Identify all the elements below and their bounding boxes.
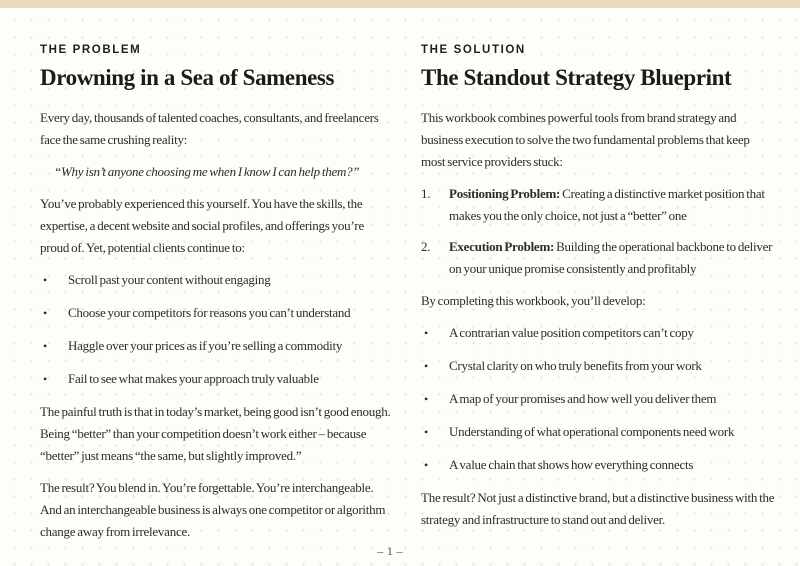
list-item-text: Fail to see what makes your approach truly valuable	[68, 371, 319, 386]
list-item	[40, 269, 392, 291]
solution-title: The Standout Strategy Blueprint	[421, 65, 732, 90]
numbered-item-text	[449, 236, 775, 280]
problem-kicker: THE PROBLEM	[40, 44, 142, 56]
numbered-item-body: Creating a distinctive market position that makes you the only choice, not just a “better” one	[449, 186, 765, 223]
solution-develop-intro: By completing this workbook, you’ll develop:	[421, 293, 646, 308]
numbered-item	[421, 236, 775, 280]
numbered-item-lead: Positioning Problem:	[449, 186, 561, 201]
list-item-text: A value chain that shows how everything connects	[449, 457, 694, 472]
problem-column	[40, 44, 392, 553]
bullet-icon: •	[43, 306, 47, 320]
page-number: – 1 –	[377, 544, 403, 558]
list-item	[421, 421, 775, 443]
bullet-icon: •	[424, 425, 428, 439]
solution-column	[421, 44, 775, 553]
bullet-icon: •	[43, 339, 47, 353]
list-item	[421, 454, 775, 476]
bullet-icon: •	[43, 372, 47, 386]
bullet-icon: •	[43, 273, 47, 287]
bullet-icon: •	[424, 359, 428, 373]
solution-bullet-list	[421, 322, 775, 476]
list-item-text: Understanding of what operational components need work	[449, 424, 735, 439]
list-item-text: Haggle over your prices as if you’re selling a commodity	[68, 338, 343, 353]
problem-result-paragraph: The result? You blend in. You’re forgettable. You’re interchangeable. And an interchangeable business is always one competitor or algorithm change away from irrelevance.	[40, 480, 386, 539]
bullet-icon: •	[424, 458, 428, 472]
numbered-item-body: Building the operational backbone to deliver on your unique promise consistently and profitably	[449, 239, 773, 276]
solution-intro-paragraph: This workbook combines powerful tools from brand strategy and business execution to solve the two fundamental problems that keep most service providers stuck:	[421, 110, 750, 169]
problem-title: Drowning in a Sea of Sameness	[40, 65, 335, 90]
numbered-item-text	[449, 183, 775, 227]
list-item-text: A map of your promises and how well you deliver them	[449, 391, 717, 406]
numbered-item-number: 2.	[421, 239, 431, 254]
solution-kicker: THE SOLUTION	[421, 44, 526, 56]
top-accent-band	[0, 0, 800, 8]
bullet-icon: •	[424, 326, 428, 340]
list-item-text: A contrarian value position competitors can’t copy	[449, 325, 694, 340]
list-item	[421, 355, 775, 377]
numbered-item	[421, 183, 775, 227]
list-item	[40, 302, 392, 324]
solution-result-paragraph: The result? Not just a distinctive brand, but a distinctive business with the strategy and infrastructure to stand out and deliver.	[421, 490, 775, 527]
bullet-icon: •	[424, 392, 428, 406]
numbered-item-lead: Execution Problem:	[449, 239, 555, 254]
problem-bullet-list	[40, 269, 392, 390]
problem-quote: “Why isn’t anyone choosing me when I know I can help them?”	[54, 164, 360, 179]
list-item	[40, 368, 392, 390]
list-item	[40, 335, 392, 357]
numbered-item-number: 1.	[421, 186, 431, 201]
list-item-text: Choose your competitors for reasons you can’t understand	[68, 305, 351, 320]
list-item	[421, 322, 775, 344]
solution-numbered-list	[421, 183, 775, 280]
problem-intro-paragraph: Every day, thousands of talented coaches, consultants, and freelancers face the same crushing reality:	[40, 110, 379, 147]
list-item-text: Scroll past your content without engaging	[68, 272, 271, 287]
problem-truth-paragraph: The painful truth is that in today’s market, being good isn’t good enough. Being “better” than your competition doesn’t work either – because “better” just means “the same, but slightly improved.”	[40, 404, 391, 463]
problem-experience-paragraph: You’ve probably experienced this yourself. You have the skills, the expertise, a decent website and social profiles, and offerings you’re proud of. Yet, potential clients continue to:	[40, 196, 365, 255]
list-item	[421, 388, 775, 410]
list-item-text: Crystal clarity on who truly benefits from your work	[449, 358, 702, 373]
